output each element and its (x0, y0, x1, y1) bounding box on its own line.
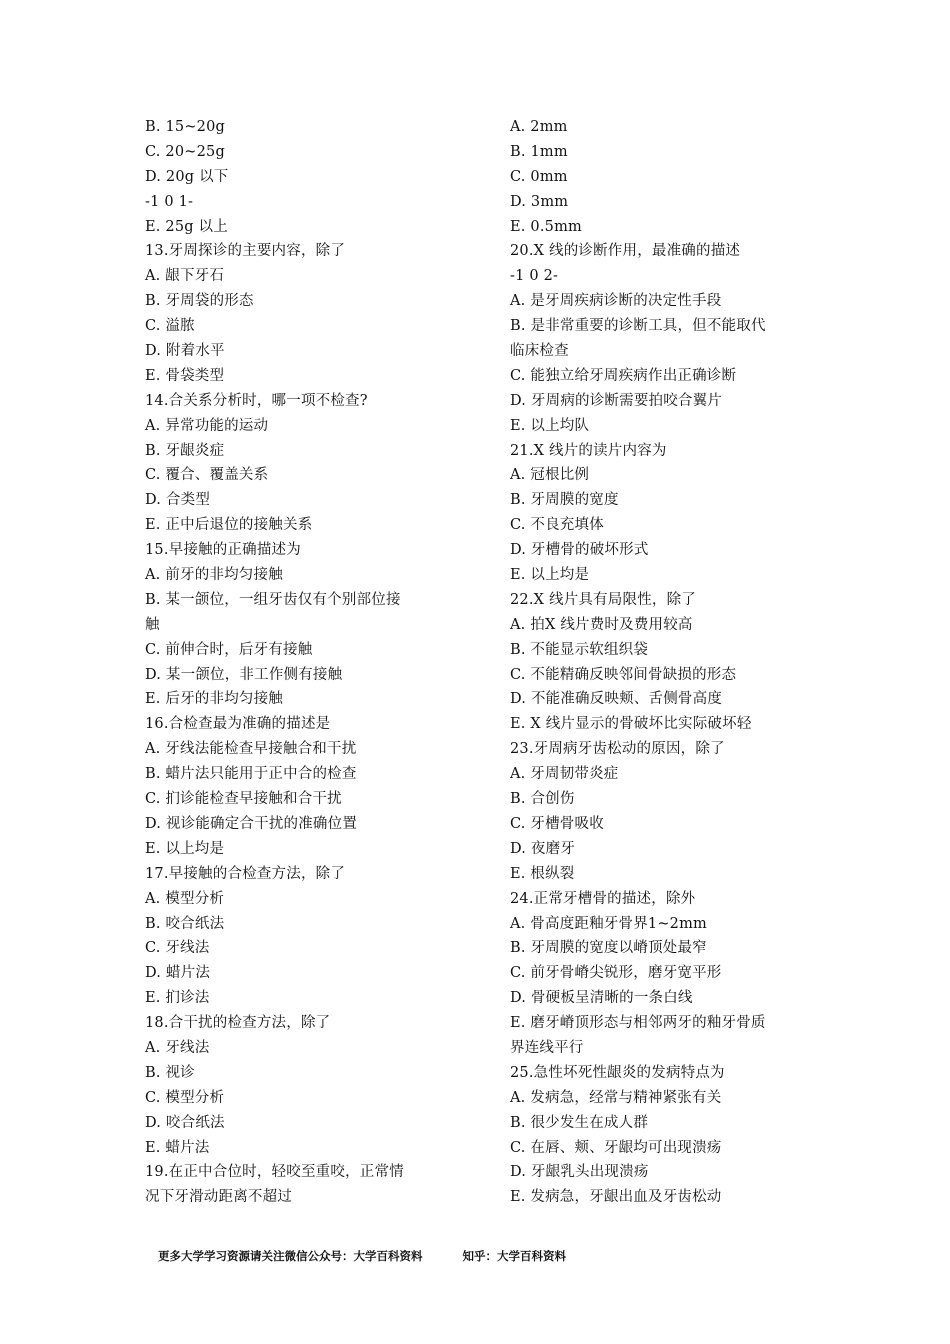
text-line: 界连线平行 (510, 1039, 584, 1056)
text-line: E. X 线片显示的骨破坏比实际破坏轻 (510, 716, 752, 733)
text-line: E. 以上均是 (510, 567, 590, 584)
text-line: C. 溢脓 (145, 318, 195, 335)
text-line: B. 是非常重要的诊断工具，但不能取代 (510, 318, 766, 335)
text-line: 17.早接触的合检查方法，除了 (145, 865, 346, 882)
text-line: E. 蜡片法 (145, 1139, 210, 1156)
text-line: 19.在正中合位时，轻咬至重咬，正常情 (145, 1164, 404, 1181)
text-line: C. 牙槽骨吸收 (510, 815, 604, 832)
right-column (510, 115, 810, 1210)
text-line: C. 0mm (510, 168, 568, 185)
text-line: E. 25g 以上 (145, 218, 228, 235)
text-line: E. 以上均是 (145, 840, 225, 857)
text-line: 20.X 线的诊断作用，最准确的描述 (510, 243, 741, 260)
text-line: A. 异常功能的运动 (145, 417, 269, 434)
text-line: A. 牙线法 (145, 1039, 210, 1056)
text-line: C. 牙线法 (145, 940, 210, 957)
text-line: B. 15~20g (145, 119, 226, 135)
text-line: 22.X 线片具有局限性，除了 (510, 591, 696, 608)
text-line: D. 3mm (510, 193, 569, 210)
footer-wechat-note: 更多大学学习资源请关注微信公众号：大学百科资料 (158, 1249, 423, 1263)
text-line: D. 视诊能确定合干扰的准确位置 (145, 815, 358, 832)
text-line: 13.牙周探诊的主要内容，除了 (145, 243, 346, 260)
text-line: 临床检查 (510, 343, 569, 360)
text-line: E. 发病急，牙龈出血及牙齿松动 (510, 1189, 722, 1206)
text-line: A. 2mm (510, 119, 568, 135)
text-line: A. 龈下牙石 (145, 268, 225, 285)
text-line: B. 某一颌位，一组牙齿仅有个别部位接 (145, 591, 401, 608)
text-line: A. 骨高度距釉牙骨界1~2mm (510, 915, 707, 932)
text-line: B. 1mm (510, 143, 568, 160)
left-column (145, 115, 475, 1210)
text-line: A. 是牙周疾病诊断的决定性手段 (510, 293, 722, 310)
text-line: 18.合干扰的检查方法，除了 (145, 1015, 331, 1032)
text-line: A. 前牙的非均匀接触 (145, 567, 283, 584)
text-line: E. 骨袋类型 (145, 367, 225, 384)
text-line: 24.正常牙槽骨的描述，除外 (510, 890, 696, 907)
footer-zhihu-note: 知乎：大学百科资料 (462, 1249, 566, 1263)
text-line: B. 牙周膜的宽度 (510, 492, 619, 509)
text-line: A. 牙线法能检查早接触合和干扰 (145, 741, 357, 758)
text-line: D. 牙龈乳头出现溃疡 (510, 1164, 649, 1181)
text-line: C. 前伸合时，后牙有接触 (145, 641, 313, 658)
text-line: D. 夜磨牙 (510, 840, 576, 857)
text-line: 25.急性坏死性龈炎的发病特点为 (510, 1064, 725, 1081)
text-line: E. 以上均队 (510, 417, 590, 434)
text-line: E. 正中后退位的接触关系 (145, 517, 313, 534)
text-line: 15.早接触的正确描述为 (145, 542, 301, 559)
text-line: 21.X 线片的读片内容为 (510, 442, 667, 459)
text-line: E. 根纵裂 (510, 865, 575, 882)
page-footer (158, 1248, 566, 1264)
text-line: A. 模型分析 (145, 890, 225, 907)
text-line: 况下牙滑动距离不超过 (145, 1189, 292, 1206)
text-line: A. 拍X 线片费时及费用较高 (510, 616, 693, 633)
text-line: 16.合检查最为准确的描述是 (145, 716, 331, 733)
text-line: C. 能独立给牙周疾病作出正确诊断 (510, 367, 737, 384)
text-line: E. 扪诊法 (145, 990, 210, 1007)
text-line: B. 很少发生在成人群 (510, 1114, 649, 1131)
text-line: D. 20g 以下 (145, 168, 229, 185)
text-line: E. 0.5mm (510, 218, 582, 235)
text-line: C. 在唇、颊、牙龈均可出现溃疡 (510, 1139, 722, 1156)
text-line: D. 某一颌位，非工作侧有接触 (145, 666, 343, 683)
text-line: D. 附着水平 (145, 343, 225, 360)
text-line: A. 牙周韧带炎症 (510, 766, 619, 783)
text-line: B. 不能显示软组织袋 (510, 641, 649, 658)
text-line: C. 扪诊能检查早接触和合干扰 (145, 791, 342, 808)
text-line: D. 合类型 (145, 492, 211, 509)
text-line: D. 不能准确反映颊、舌侧骨高度 (510, 691, 723, 708)
text-line: C. 前牙骨嵴尖锐形，磨牙宽平形 (510, 965, 722, 982)
text-line: E. 磨牙嵴顶形态与相邻两牙的釉牙骨质 (510, 1015, 766, 1032)
text-line: B. 合创伤 (510, 791, 575, 808)
text-line: A. 冠根比例 (510, 467, 590, 484)
text-line: B. 蜡片法只能用于正中合的检查 (145, 766, 357, 783)
text-line: B. 咬合纸法 (145, 915, 225, 932)
text-line: 触 (145, 616, 160, 633)
text-line: C. 20~25g (145, 143, 225, 160)
text-line: D. 骨硬板呈清晰的一条白线 (510, 990, 693, 1007)
text-line: E. 后牙的非均匀接触 (145, 691, 284, 708)
text-line: C. 不能精确反映邻间骨缺损的形态 (510, 666, 737, 683)
text-line: 23.牙周病牙齿松动的原因，除了 (510, 741, 725, 758)
text-line: B. 牙周膜的宽度以嵴顶处最窄 (510, 940, 707, 957)
text-line: B. 牙龈炎症 (145, 442, 225, 459)
text-line: C. 不良充填体 (510, 517, 604, 534)
text-line: B. 牙周袋的形态 (145, 293, 254, 310)
text-line: -1 0 1- (145, 193, 194, 210)
text-line: D. 牙周病的诊断需要拍咬合翼片 (510, 392, 723, 409)
text-line: C. 覆合、覆盖关系 (145, 467, 269, 484)
text-line: A. 发病急，经常与精神紧张有关 (510, 1089, 722, 1106)
text-line: D. 牙槽骨的破坏形式 (510, 542, 649, 559)
text-line: B. 视诊 (145, 1064, 195, 1081)
text-line: D. 蜡片法 (145, 965, 211, 982)
text-line: 14.合关系分析时，哪一项不检查? (145, 392, 368, 409)
text-line: C. 模型分析 (145, 1089, 225, 1106)
text-line: -1 0 2- (510, 268, 559, 285)
text-line: D. 咬合纸法 (145, 1114, 225, 1131)
